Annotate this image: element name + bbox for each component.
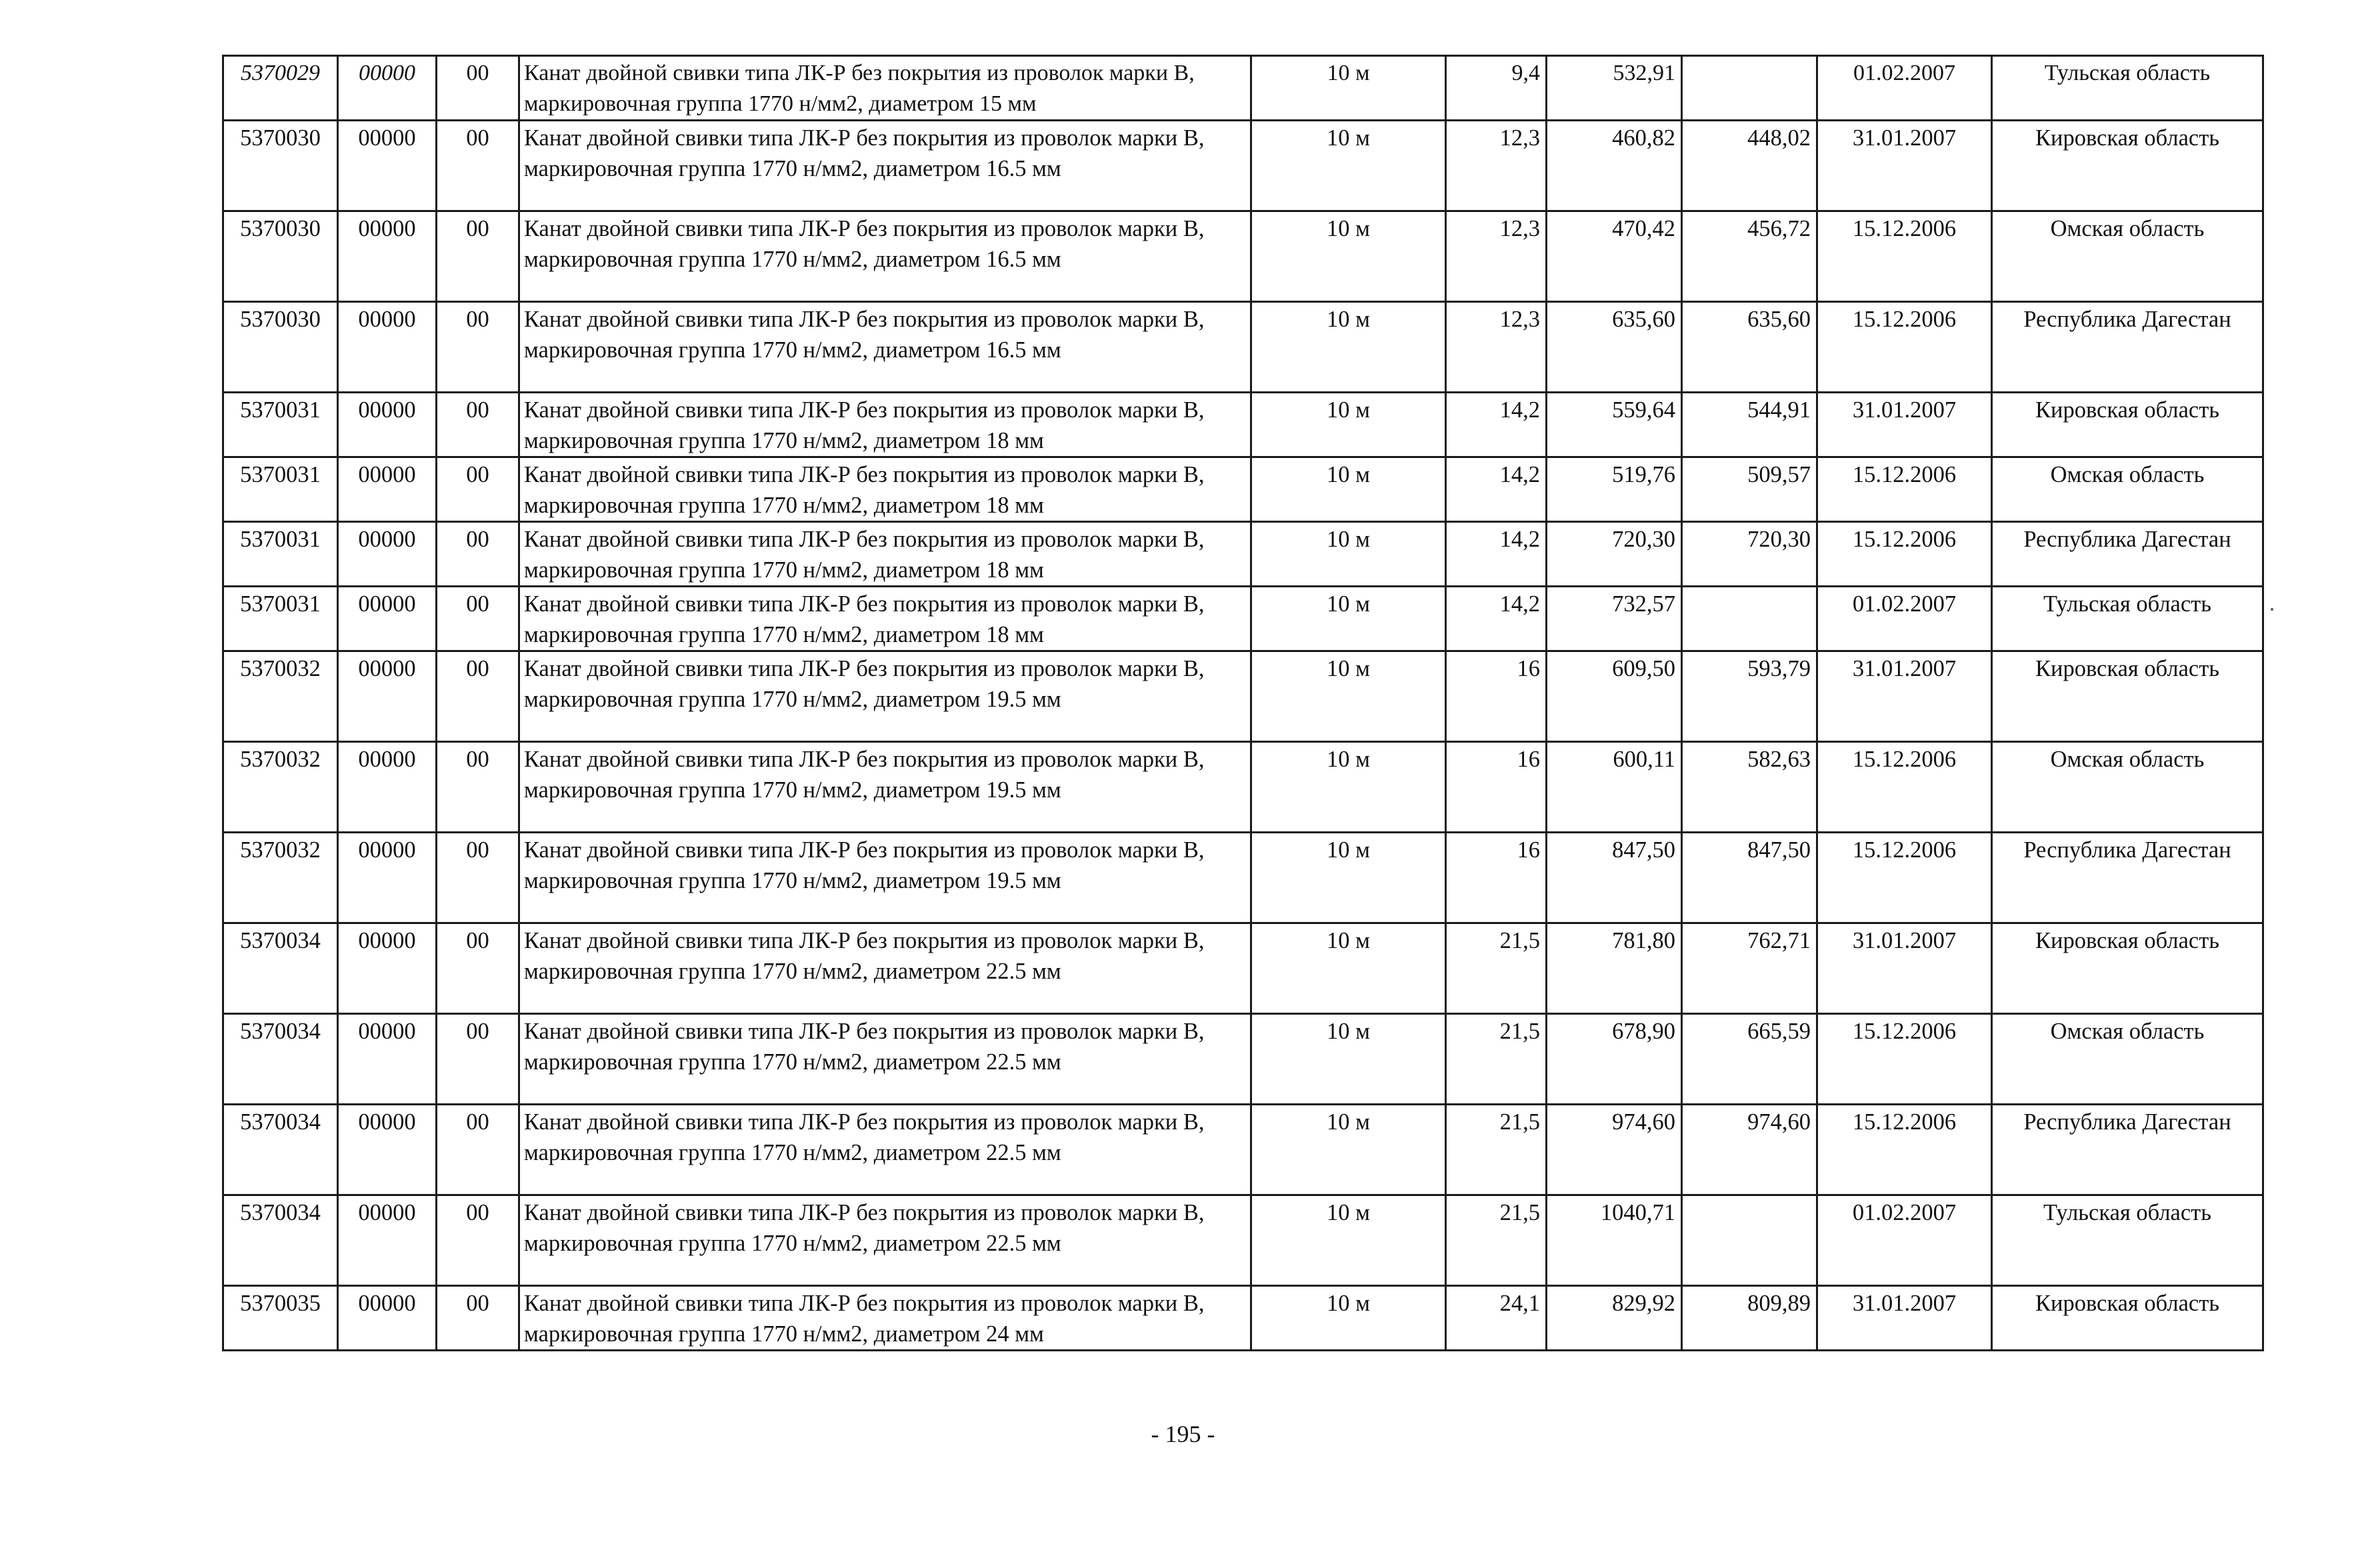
group-cell: 00 xyxy=(437,522,519,587)
table-row xyxy=(223,121,2263,211)
price-discount-cell: 762,71 xyxy=(1682,923,1817,1014)
quantity-cell: 16 xyxy=(1446,833,1547,923)
code-cell: 5370031 xyxy=(223,393,338,457)
price-cell: 635,60 xyxy=(1547,302,1682,393)
unit-cell: 10 м xyxy=(1251,211,1446,302)
unit-cell: 10 м xyxy=(1251,1014,1446,1105)
group-cell: 00 xyxy=(437,1286,519,1351)
description-cell: Канат двойной свивки типа ЛК-Р без покрытия из проволок марки В, маркировочная группа 1770 н/мм2, диаметром 18 мм xyxy=(519,393,1251,457)
price-discount-cell: 582,63 xyxy=(1682,742,1817,833)
quantity-cell: 12,3 xyxy=(1446,302,1547,393)
quantity-cell: 12,3 xyxy=(1446,121,1547,211)
group-cell: 00 xyxy=(437,211,519,302)
quantity-cell: 9,4 xyxy=(1446,56,1547,121)
date-cell: 31.01.2007 xyxy=(1817,121,1992,211)
price-discount-cell: 720,30 xyxy=(1682,522,1817,587)
price-cell: 720,30 xyxy=(1547,522,1682,587)
subcode-cell: 00000 xyxy=(338,56,437,121)
subcode-cell: 00000 xyxy=(338,211,437,302)
description-cell: Канат двойной свивки типа ЛК-Р без покрытия из проволок марки В, маркировочная группа 1770 н/мм2, диаметром 22.5 мм xyxy=(519,1105,1251,1195)
date-cell: 15.12.2006 xyxy=(1817,302,1992,393)
region-cell: Республика Дагестан xyxy=(1992,833,2263,923)
price-discount-cell: 509,57 xyxy=(1682,457,1817,522)
quantity-cell: 14,2 xyxy=(1446,522,1547,587)
table-row xyxy=(223,587,2263,651)
region-cell: Кировская область xyxy=(1992,393,2263,457)
group-cell: 00 xyxy=(437,393,519,457)
group-cell: 00 xyxy=(437,587,519,651)
date-cell: 01.02.2007 xyxy=(1817,56,1992,121)
code-cell: 5370034 xyxy=(223,1105,338,1195)
date-cell: 31.01.2007 xyxy=(1817,923,1992,1014)
subcode-cell: 00000 xyxy=(338,742,437,833)
group-cell: 00 xyxy=(437,1105,519,1195)
code-cell: 5370035 xyxy=(223,1286,338,1351)
description-cell: Канат двойной свивки типа ЛК-Р без покрытия из проволок марки В, маркировочная группа 1770 н/мм2, диаметром 24 мм xyxy=(519,1286,1251,1351)
price-discount-cell: 665,59 xyxy=(1682,1014,1817,1105)
price-cell: 781,80 xyxy=(1547,923,1682,1014)
quantity-cell: 21,5 xyxy=(1446,923,1547,1014)
region-cell: Республика Дагестан xyxy=(1992,1105,2263,1195)
table-row xyxy=(223,457,2263,522)
code-cell: 5370029 xyxy=(223,56,338,121)
group-cell: 00 xyxy=(437,1014,519,1105)
quantity-cell: 14,2 xyxy=(1446,587,1547,651)
region-cell: Республика Дагестан xyxy=(1992,522,2263,587)
region-cell: Тульская область xyxy=(1992,1195,2263,1286)
description-cell: Канат двойной свивки типа ЛК-Р без покрытия из проволок марки В, маркировочная группа 1770 н/мм2, диаметром 18 мм xyxy=(519,587,1251,651)
date-cell: 15.12.2006 xyxy=(1817,833,1992,923)
group-cell: 00 xyxy=(437,651,519,742)
region-cell: Республика Дагестан xyxy=(1992,302,2263,393)
quantity-cell: 12,3 xyxy=(1446,211,1547,302)
code-cell: 5370032 xyxy=(223,651,338,742)
unit-cell: 10 м xyxy=(1251,457,1446,522)
region-cell: Тульская область xyxy=(1992,56,2263,121)
table-row xyxy=(223,1195,2263,1286)
table-row xyxy=(223,522,2263,587)
region-cell: Омская область xyxy=(1992,457,2263,522)
price-discount-cell: 448,02 xyxy=(1682,121,1817,211)
price-discount-cell: 974,60 xyxy=(1682,1105,1817,1195)
region-cell: Тульская область xyxy=(1992,587,2263,651)
date-cell: 31.01.2007 xyxy=(1817,393,1992,457)
price-cell: 519,76 xyxy=(1547,457,1682,522)
price-cell: 678,90 xyxy=(1547,1014,1682,1105)
subcode-cell: 00000 xyxy=(338,457,437,522)
code-cell: 5370032 xyxy=(223,742,338,833)
unit-cell: 10 м xyxy=(1251,1286,1446,1351)
table-row xyxy=(223,833,2263,923)
description-cell: Канат двойной свивки типа ЛК-Р без покрытия из проволок марки В, маркировочная группа 1770 н/мм2, диаметром 19.5 мм xyxy=(519,742,1251,833)
date-cell: 01.02.2007 xyxy=(1817,587,1992,651)
region-cell: Омская область xyxy=(1992,1014,2263,1105)
date-cell: 15.12.2006 xyxy=(1817,522,1992,587)
table-row xyxy=(223,1105,2263,1195)
code-cell: 5370031 xyxy=(223,457,338,522)
unit-cell: 10 м xyxy=(1251,1105,1446,1195)
code-cell: 5370034 xyxy=(223,1195,338,1286)
code-cell: 5370034 xyxy=(223,1014,338,1105)
group-cell: 00 xyxy=(437,302,519,393)
date-cell: 15.12.2006 xyxy=(1817,742,1992,833)
quantity-cell: 16 xyxy=(1446,742,1547,833)
code-cell: 5370031 xyxy=(223,587,338,651)
description-cell: Канат двойной свивки типа ЛК-Р без покрытия из проволок марки В, маркировочная группа 1770 н/мм2, диаметром 16.5 мм xyxy=(519,302,1251,393)
quantity-cell: 14,2 xyxy=(1446,457,1547,522)
quantity-cell: 21,5 xyxy=(1446,1014,1547,1105)
date-cell: 15.12.2006 xyxy=(1817,1014,1992,1105)
subcode-cell: 00000 xyxy=(338,393,437,457)
quantity-cell: 16 xyxy=(1446,651,1547,742)
date-cell: 15.12.2006 xyxy=(1817,457,1992,522)
table-row xyxy=(223,56,2263,121)
price-table xyxy=(222,55,2264,1351)
group-cell: 00 xyxy=(437,742,519,833)
region-cell: Омская область xyxy=(1992,742,2263,833)
price-discount-cell: 544,91 xyxy=(1682,393,1817,457)
date-cell: 31.01.2007 xyxy=(1817,651,1992,742)
unit-cell: 10 м xyxy=(1251,742,1446,833)
price-cell: 829,92 xyxy=(1547,1286,1682,1351)
description-cell: Канат двойной свивки типа ЛК-Р без покрытия из проволок марки В, маркировочная группа 1770 н/мм2, диаметром 16.5 мм xyxy=(519,121,1251,211)
description-cell: Канат двойной свивки типа ЛК-Р без покрытия из проволок марки В, маркировочная группа 1770 н/мм2, диаметром 19.5 мм xyxy=(519,651,1251,742)
table-row xyxy=(223,211,2263,302)
price-cell: 1040,71 xyxy=(1547,1195,1682,1286)
price-discount-cell: 635,60 xyxy=(1682,302,1817,393)
subcode-cell: 00000 xyxy=(338,1286,437,1351)
group-cell: 00 xyxy=(437,56,519,121)
subcode-cell: 00000 xyxy=(338,121,437,211)
description-cell: Канат двойной свивки типа ЛК-Р без покрытия из проволок марки В, маркировочная группа 1770 н/мм2, диаметром 19.5 мм xyxy=(519,833,1251,923)
table-row xyxy=(223,651,2263,742)
date-cell: 15.12.2006 xyxy=(1817,211,1992,302)
price-discount-cell: 456,72 xyxy=(1682,211,1817,302)
unit-cell: 10 м xyxy=(1251,302,1446,393)
code-cell: 5370034 xyxy=(223,923,338,1014)
group-cell: 00 xyxy=(437,121,519,211)
unit-cell: 10 м xyxy=(1251,56,1446,121)
price-cell: 609,50 xyxy=(1547,651,1682,742)
unit-cell: 10 м xyxy=(1251,121,1446,211)
group-cell: 00 xyxy=(437,457,519,522)
region-cell: Кировская область xyxy=(1992,923,2263,1014)
price-discount-cell xyxy=(1682,587,1817,651)
price-cell: 974,60 xyxy=(1547,1105,1682,1195)
description-cell: Канат двойной свивки типа ЛК-Р без покрытия из проволок марки В, маркировочная группа 1770 н/мм2, диаметром 16.5 мм xyxy=(519,211,1251,302)
unit-cell: 10 м xyxy=(1251,1195,1446,1286)
subcode-cell: 00000 xyxy=(338,302,437,393)
unit-cell: 10 м xyxy=(1251,651,1446,742)
region-cell: Кировская область xyxy=(1992,121,2263,211)
table-row xyxy=(223,1286,2263,1351)
subcode-cell: 00000 xyxy=(338,923,437,1014)
price-discount-cell: 809,89 xyxy=(1682,1286,1817,1351)
price-discount-cell xyxy=(1682,56,1817,121)
price-cell: 847,50 xyxy=(1547,833,1682,923)
code-cell: 5370030 xyxy=(223,302,338,393)
region-cell: Кировская область xyxy=(1992,651,2263,742)
unit-cell: 10 м xyxy=(1251,522,1446,587)
code-cell: 5370031 xyxy=(223,522,338,587)
quantity-cell: 21,5 xyxy=(1446,1195,1547,1286)
code-cell: 5370032 xyxy=(223,833,338,923)
price-cell: 470,42 xyxy=(1547,211,1682,302)
price-cell: 559,64 xyxy=(1547,393,1682,457)
unit-cell: 10 м xyxy=(1251,923,1446,1014)
subcode-cell: 00000 xyxy=(338,522,437,587)
price-cell: 600,11 xyxy=(1547,742,1682,833)
subcode-cell: 00000 xyxy=(338,1195,437,1286)
subcode-cell: 00000 xyxy=(338,1105,437,1195)
region-cell: Кировская область xyxy=(1992,1286,2263,1351)
price-discount-cell: 593,79 xyxy=(1682,651,1817,742)
price-discount-cell: 847,50 xyxy=(1682,833,1817,923)
table-body xyxy=(223,56,2263,1351)
price-cell: 460,82 xyxy=(1547,121,1682,211)
table-row xyxy=(223,1014,2263,1105)
quantity-cell: 14,2 xyxy=(1446,393,1547,457)
quantity-cell: 24,1 xyxy=(1446,1286,1547,1351)
group-cell: 00 xyxy=(437,923,519,1014)
unit-cell: 10 м xyxy=(1251,393,1446,457)
table-row xyxy=(223,393,2263,457)
subcode-cell: 00000 xyxy=(338,833,437,923)
price-discount-cell xyxy=(1682,1195,1817,1286)
price-cell: 732,57 xyxy=(1547,587,1682,651)
date-cell: 01.02.2007 xyxy=(1817,1195,1992,1286)
description-cell: Канат двойной свивки типа ЛК-Р без покрытия из проволок марки В, маркировочная группа 1770 н/мм2, диаметром 18 мм xyxy=(519,457,1251,522)
table-row xyxy=(223,742,2263,833)
description-cell: Канат двойной свивки типа ЛК-Р без покрытия из проволок марки В, маркировочная группа 1770 н/мм2, диаметром 22.5 мм xyxy=(519,1195,1251,1286)
date-cell: 15.12.2006 xyxy=(1817,1105,1992,1195)
date-cell: 31.01.2007 xyxy=(1817,1286,1992,1351)
subcode-cell: 00000 xyxy=(338,651,437,742)
quantity-cell: 21,5 xyxy=(1446,1105,1547,1195)
description-cell: Канат двойной свивки типа ЛК-Р без покрытия из проволок марки В, маркировочная группа 1770 н/мм2, диаметром 22.5 мм xyxy=(519,923,1251,1014)
group-cell: 00 xyxy=(437,833,519,923)
code-cell: 5370030 xyxy=(223,121,338,211)
page-number: - 195 - xyxy=(1151,1421,1215,1447)
unit-cell: 10 м xyxy=(1251,833,1446,923)
unit-cell: 10 м xyxy=(1251,587,1446,651)
group-cell: 00 xyxy=(437,1195,519,1286)
price-cell: 532,91 xyxy=(1547,56,1682,121)
scan-dot xyxy=(2271,608,2273,611)
description-cell: Канат двойной свивки типа ЛК-Р без покрытия из проволок марки В, маркировочная группа 1770 н/мм2, диаметром 15 мм xyxy=(519,56,1251,121)
table-row xyxy=(223,923,2263,1014)
subcode-cell: 00000 xyxy=(338,587,437,651)
description-cell: Канат двойной свивки типа ЛК-Р без покрытия из проволок марки В, маркировочная группа 1770 н/мм2, диаметром 22.5 мм xyxy=(519,1014,1251,1105)
region-cell: Омская область xyxy=(1992,211,2263,302)
description-cell: Канат двойной свивки типа ЛК-Р без покрытия из проволок марки В, маркировочная группа 1770 н/мм2, диаметром 18 мм xyxy=(519,522,1251,587)
subcode-cell: 00000 xyxy=(338,1014,437,1105)
table-row xyxy=(223,302,2263,393)
code-cell: 5370030 xyxy=(223,211,338,302)
